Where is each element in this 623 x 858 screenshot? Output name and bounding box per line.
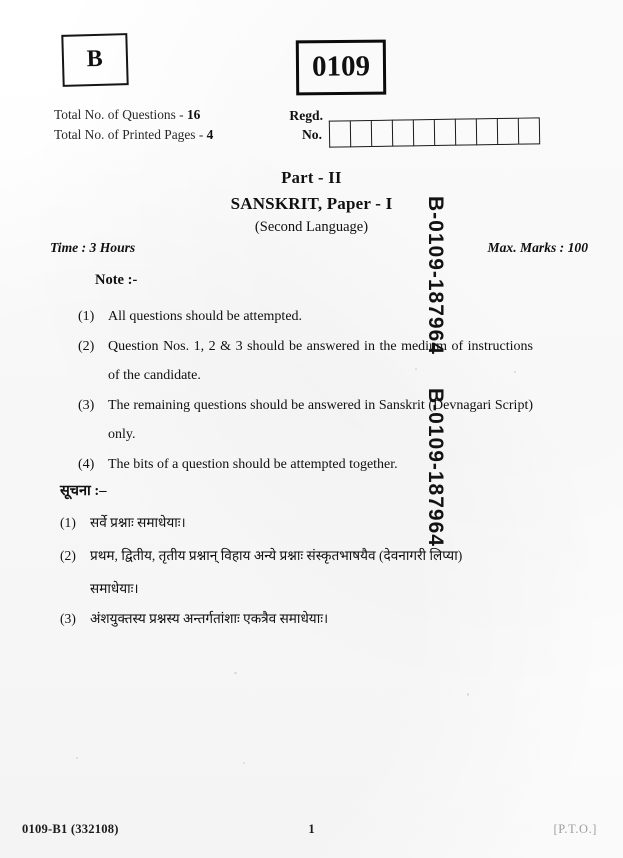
scan-speck — [234, 672, 237, 674]
note-text: The remaining questions should be answered in Sanskrit (Devnagari Script) only. — [108, 398, 533, 442]
paper-title-block — [0, 168, 623, 236]
note-item-sanskrit — [60, 541, 560, 571]
scan-speck — [76, 757, 78, 759]
paper-counts — [54, 105, 284, 145]
paper-code-box — [296, 40, 386, 96]
title-language: (Second Language) — [254, 219, 369, 235]
note-item-sanskrit — [60, 604, 560, 634]
registration-number-field — [281, 105, 540, 146]
total-questions-label: Total No. of Questions - — [54, 107, 187, 122]
booklet-code-value: B — [86, 45, 104, 73]
total-questions-row — [54, 105, 284, 125]
registration-number-cell[interactable] — [518, 117, 540, 144]
note-item-english — [78, 450, 533, 479]
total-pages-row — [54, 125, 284, 145]
paper-code-value: 0109 — [311, 49, 371, 83]
page-footer — [0, 822, 623, 842]
scan-speck — [415, 368, 417, 370]
notes-heading-sanskrit: सूचना :– — [60, 483, 107, 499]
footer-paper-serial: 0109-B1 (332108) — [22, 822, 119, 836]
registration-number-cell[interactable] — [413, 119, 434, 146]
note-number: (2) — [78, 339, 95, 354]
note-number: (1) — [60, 515, 76, 530]
registration-number-cell[interactable] — [392, 119, 413, 146]
note-item-sanskrit — [60, 508, 560, 538]
registration-number-cell[interactable] — [329, 120, 350, 147]
total-pages-label: Total No. of Printed Pages - — [54, 127, 207, 142]
scan-speck — [467, 693, 469, 696]
total-questions-value: 16 — [186, 107, 201, 122]
note-text: All questions should be attempted. — [108, 309, 303, 324]
notes-heading-english: Note :- — [95, 272, 138, 288]
side-barcode-text-top: B-0109-187964 — [424, 196, 447, 355]
note-text: अंशयुक्तस्य प्रश्नस्य अन्तर्गतांशाः एकत्रैव समाधेयाः। — [90, 611, 329, 626]
booklet-code-box — [61, 33, 128, 87]
title-subject: SANSKRIT, Paper - I — [230, 194, 393, 213]
registration-number-cell[interactable] — [476, 118, 497, 145]
note-item-english — [78, 302, 533, 331]
registration-number-boxes[interactable] — [329, 117, 540, 147]
max-marks: Max. Marks : 100 — [487, 240, 588, 255]
note-text: The bits of a question should be attempted together. — [108, 457, 398, 472]
registration-number-cell[interactable] — [371, 120, 392, 147]
registration-number-cell[interactable] — [497, 118, 518, 145]
registration-number-label — [281, 105, 323, 144]
note-text: Question Nos. 1, 2 & 3 should be answered in the medium of instructions of the candidate. — [108, 339, 533, 383]
title-part: Part - II — [281, 168, 342, 187]
note-number: (3) — [60, 611, 76, 626]
note-text: सर्वे प्रश्नाः समाधेयाः। — [90, 515, 186, 530]
notes-list-english — [78, 302, 533, 480]
regd-label-line2: No. — [301, 127, 322, 142]
footer-turn-over: [P.T.O.] — [553, 822, 597, 836]
note-item-english — [78, 332, 533, 390]
notes-list-sanskrit — [60, 508, 560, 637]
note-number: (3) — [78, 398, 95, 413]
registration-number-cell[interactable] — [350, 120, 371, 147]
side-barcode-text-bottom: B-0109-187964 — [424, 388, 447, 547]
note-number: (2) — [60, 548, 76, 563]
note-number: (4) — [78, 457, 95, 472]
note-text: प्रथम, द्वितीय, तृतीय प्रश्नान् विहाय अन्ये प्रश्नाः संस्कृतभाषयैव (देवनागरी लिप्या) — [90, 548, 463, 563]
scan-speck — [243, 762, 245, 764]
regd-label-line1: Regd. — [289, 108, 323, 123]
registration-number-cell[interactable] — [434, 119, 455, 146]
note-text-continuation: समाधेयाः। — [90, 581, 139, 596]
note-item-english — [78, 391, 533, 449]
exam-duration: Time : 3 Hours — [50, 240, 136, 255]
note-number: (1) — [78, 309, 95, 324]
footer-page-number: 1 — [308, 822, 315, 836]
scan-speck — [514, 371, 516, 373]
total-pages-value: 4 — [206, 127, 214, 142]
registration-number-cell[interactable] — [455, 118, 476, 145]
